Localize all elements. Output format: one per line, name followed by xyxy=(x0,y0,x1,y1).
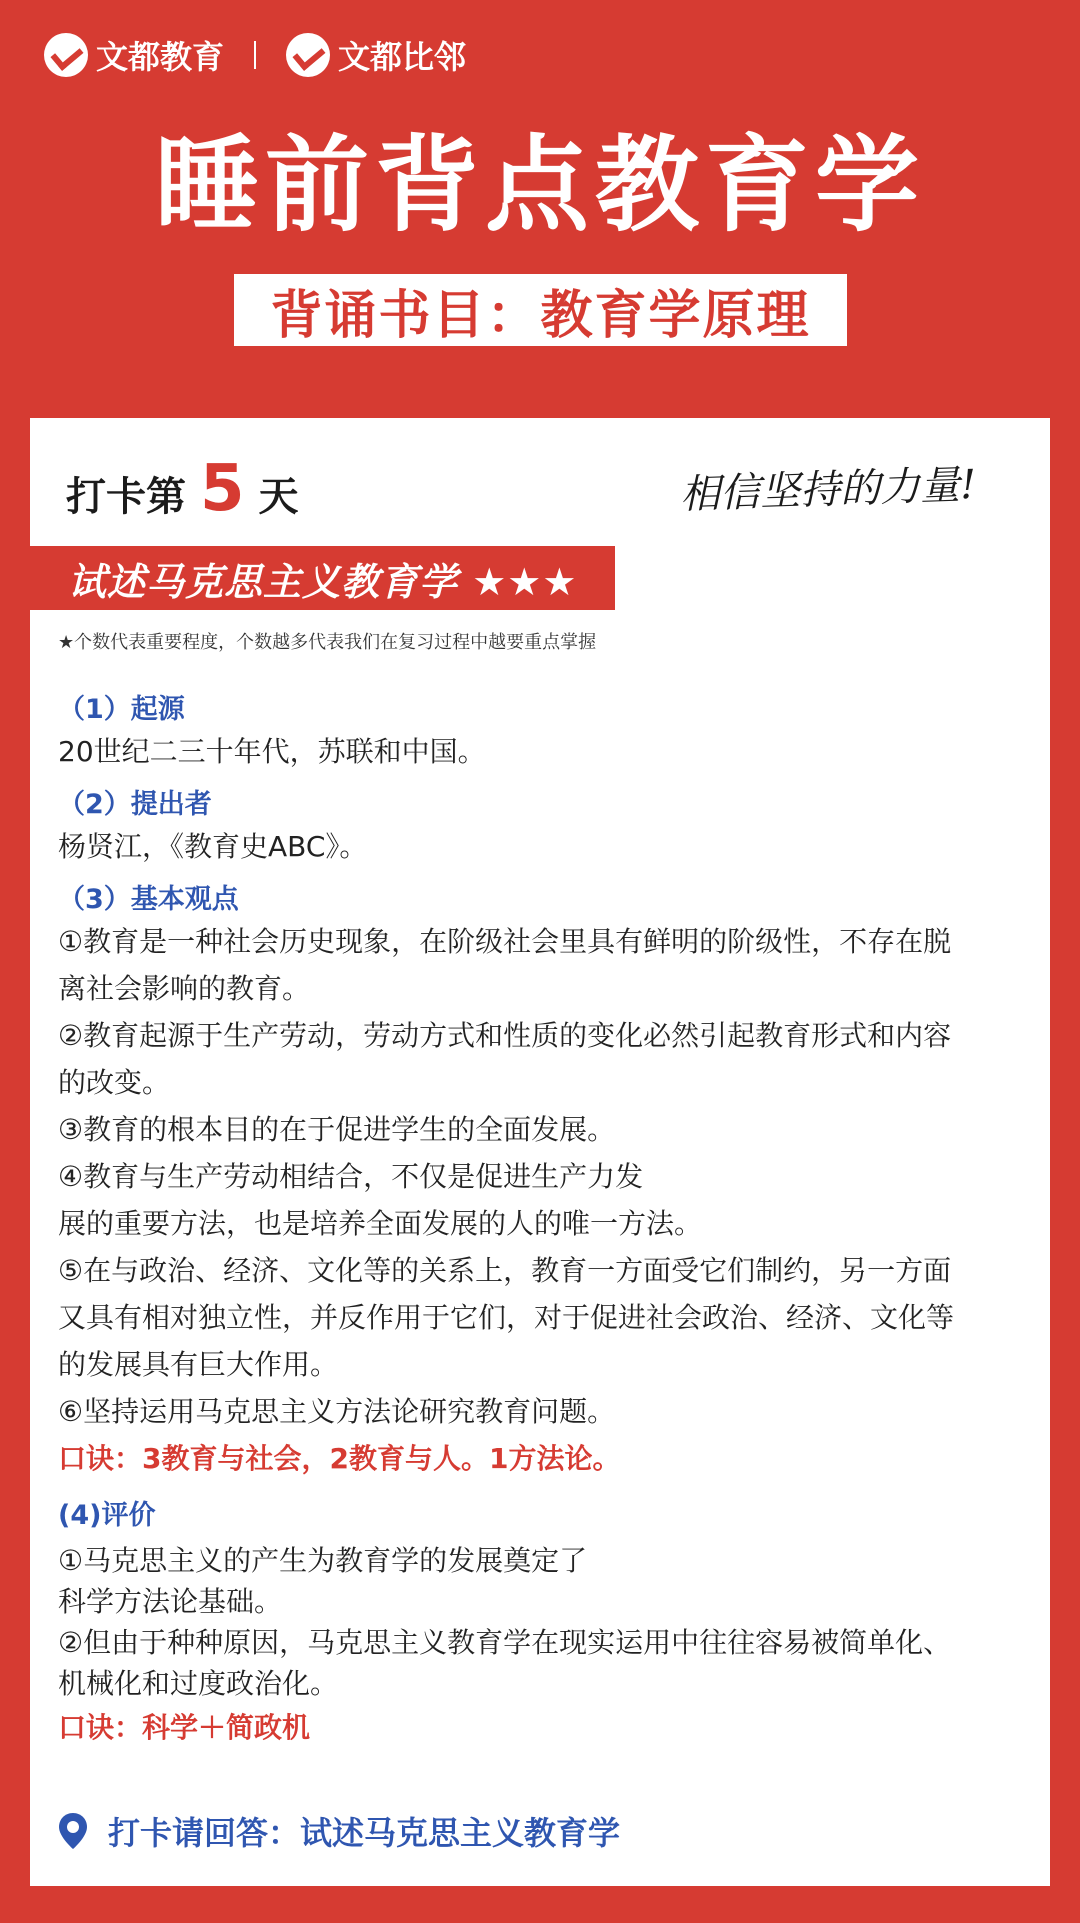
section-heading: （1）起源 xyxy=(58,694,185,725)
mnemonic: 口诀：科学＋简政机 xyxy=(58,1711,311,1744)
section-heading: （3）基本观点 xyxy=(58,884,239,915)
mnemonic: 口诀：3教育与社会，2教育与人。1方法论。 xyxy=(58,1442,621,1475)
location-pin-icon xyxy=(58,1812,88,1850)
bilin-logo-icon xyxy=(286,33,330,77)
section-line: 展的重要方法，也是培养全面发展的人的唯一方法。 xyxy=(58,1207,703,1240)
section-line: ③教育的根本目的在于促进学生的全面发展。 xyxy=(58,1113,616,1146)
section-evaluation xyxy=(58,1498,1020,1751)
content-body xyxy=(58,692,1020,1751)
checkin-suffix: 天 xyxy=(258,474,299,520)
section-line: ⑥坚持运用马克思主义方法论研究教育问题。 xyxy=(58,1395,616,1428)
section-line: ②教育起源于生产劳动，劳动方式和性质的变化必然引起教育形式和内容 xyxy=(58,1019,952,1052)
motto: 相信坚持的力量! xyxy=(679,461,977,519)
question-banner xyxy=(0,546,615,610)
checkin-prefix: 打卡第 xyxy=(66,474,186,520)
section-line: 离社会影响的教育。 xyxy=(58,972,311,1005)
section-line: ①马克思主义的产生为教育学的发展奠定了 xyxy=(58,1544,588,1577)
section-proposer xyxy=(58,787,1020,870)
section-line: 的发展具有巨大作用。 xyxy=(58,1348,339,1381)
section-line: 20世纪二三十年代，苏联和中国。 xyxy=(58,735,486,768)
checkin-day xyxy=(66,452,299,526)
logo-divider xyxy=(254,41,256,69)
logo-right-text: 文都比邻 xyxy=(338,38,467,76)
section-line: 机械化和过度政治化。 xyxy=(58,1667,339,1700)
section-basic-views xyxy=(58,882,1020,1482)
importance-note: ★个数代表重要程度，个数越多代表我们在复习过程中越要重点掌握 xyxy=(58,632,597,653)
section-line: ⑤在与政治、经济、文化等的关系上，教育一方面受它们制约，另一方面 xyxy=(58,1254,952,1287)
section-line: 杨贤江，《教育史ABC》。 xyxy=(58,830,368,863)
logo-wendu-bilin xyxy=(286,32,466,78)
section-line: 科学方法论基础。 xyxy=(58,1585,283,1618)
section-heading: （2）提出者 xyxy=(58,789,212,820)
section-line: 的改变。 xyxy=(58,1066,171,1099)
section-line: ②但由于种种原因，马克思主义教育学在现实运用中往往容易被简单化、 xyxy=(58,1626,952,1659)
section-line: ④教育与生产劳动相结合，不仅是促进生产力发 xyxy=(58,1160,644,1193)
page-title: 睡前背点教育学 xyxy=(154,124,925,246)
section-heading: (4)评价 xyxy=(58,1500,156,1531)
checkin-prompt-text: 打卡请回答：试述马克思主义教育学 xyxy=(108,1814,621,1852)
section-line: ①教育是一种社会历史现象，在阶级社会里具有鲜明的阶级性，不存在脱 xyxy=(58,925,952,958)
question-banner-text: 试述马克思主义教育学 ★★★ xyxy=(68,559,578,604)
checkin-prompt xyxy=(58,1808,620,1854)
wendu-logo-icon xyxy=(44,33,88,77)
section-origin xyxy=(58,692,1020,775)
logo-wendu-education xyxy=(44,32,224,78)
logo-left-text: 文都教育 xyxy=(96,38,225,76)
logo-row xyxy=(44,30,466,80)
section-line: 又具有相对独立性，并反作用于它们，对于促进社会政治、经济、文化等 xyxy=(58,1301,955,1334)
subtitle-box xyxy=(234,274,847,346)
subtitle: 背诵书目：教育学原理 xyxy=(270,285,811,346)
checkin-day-number: 5 xyxy=(200,452,245,526)
